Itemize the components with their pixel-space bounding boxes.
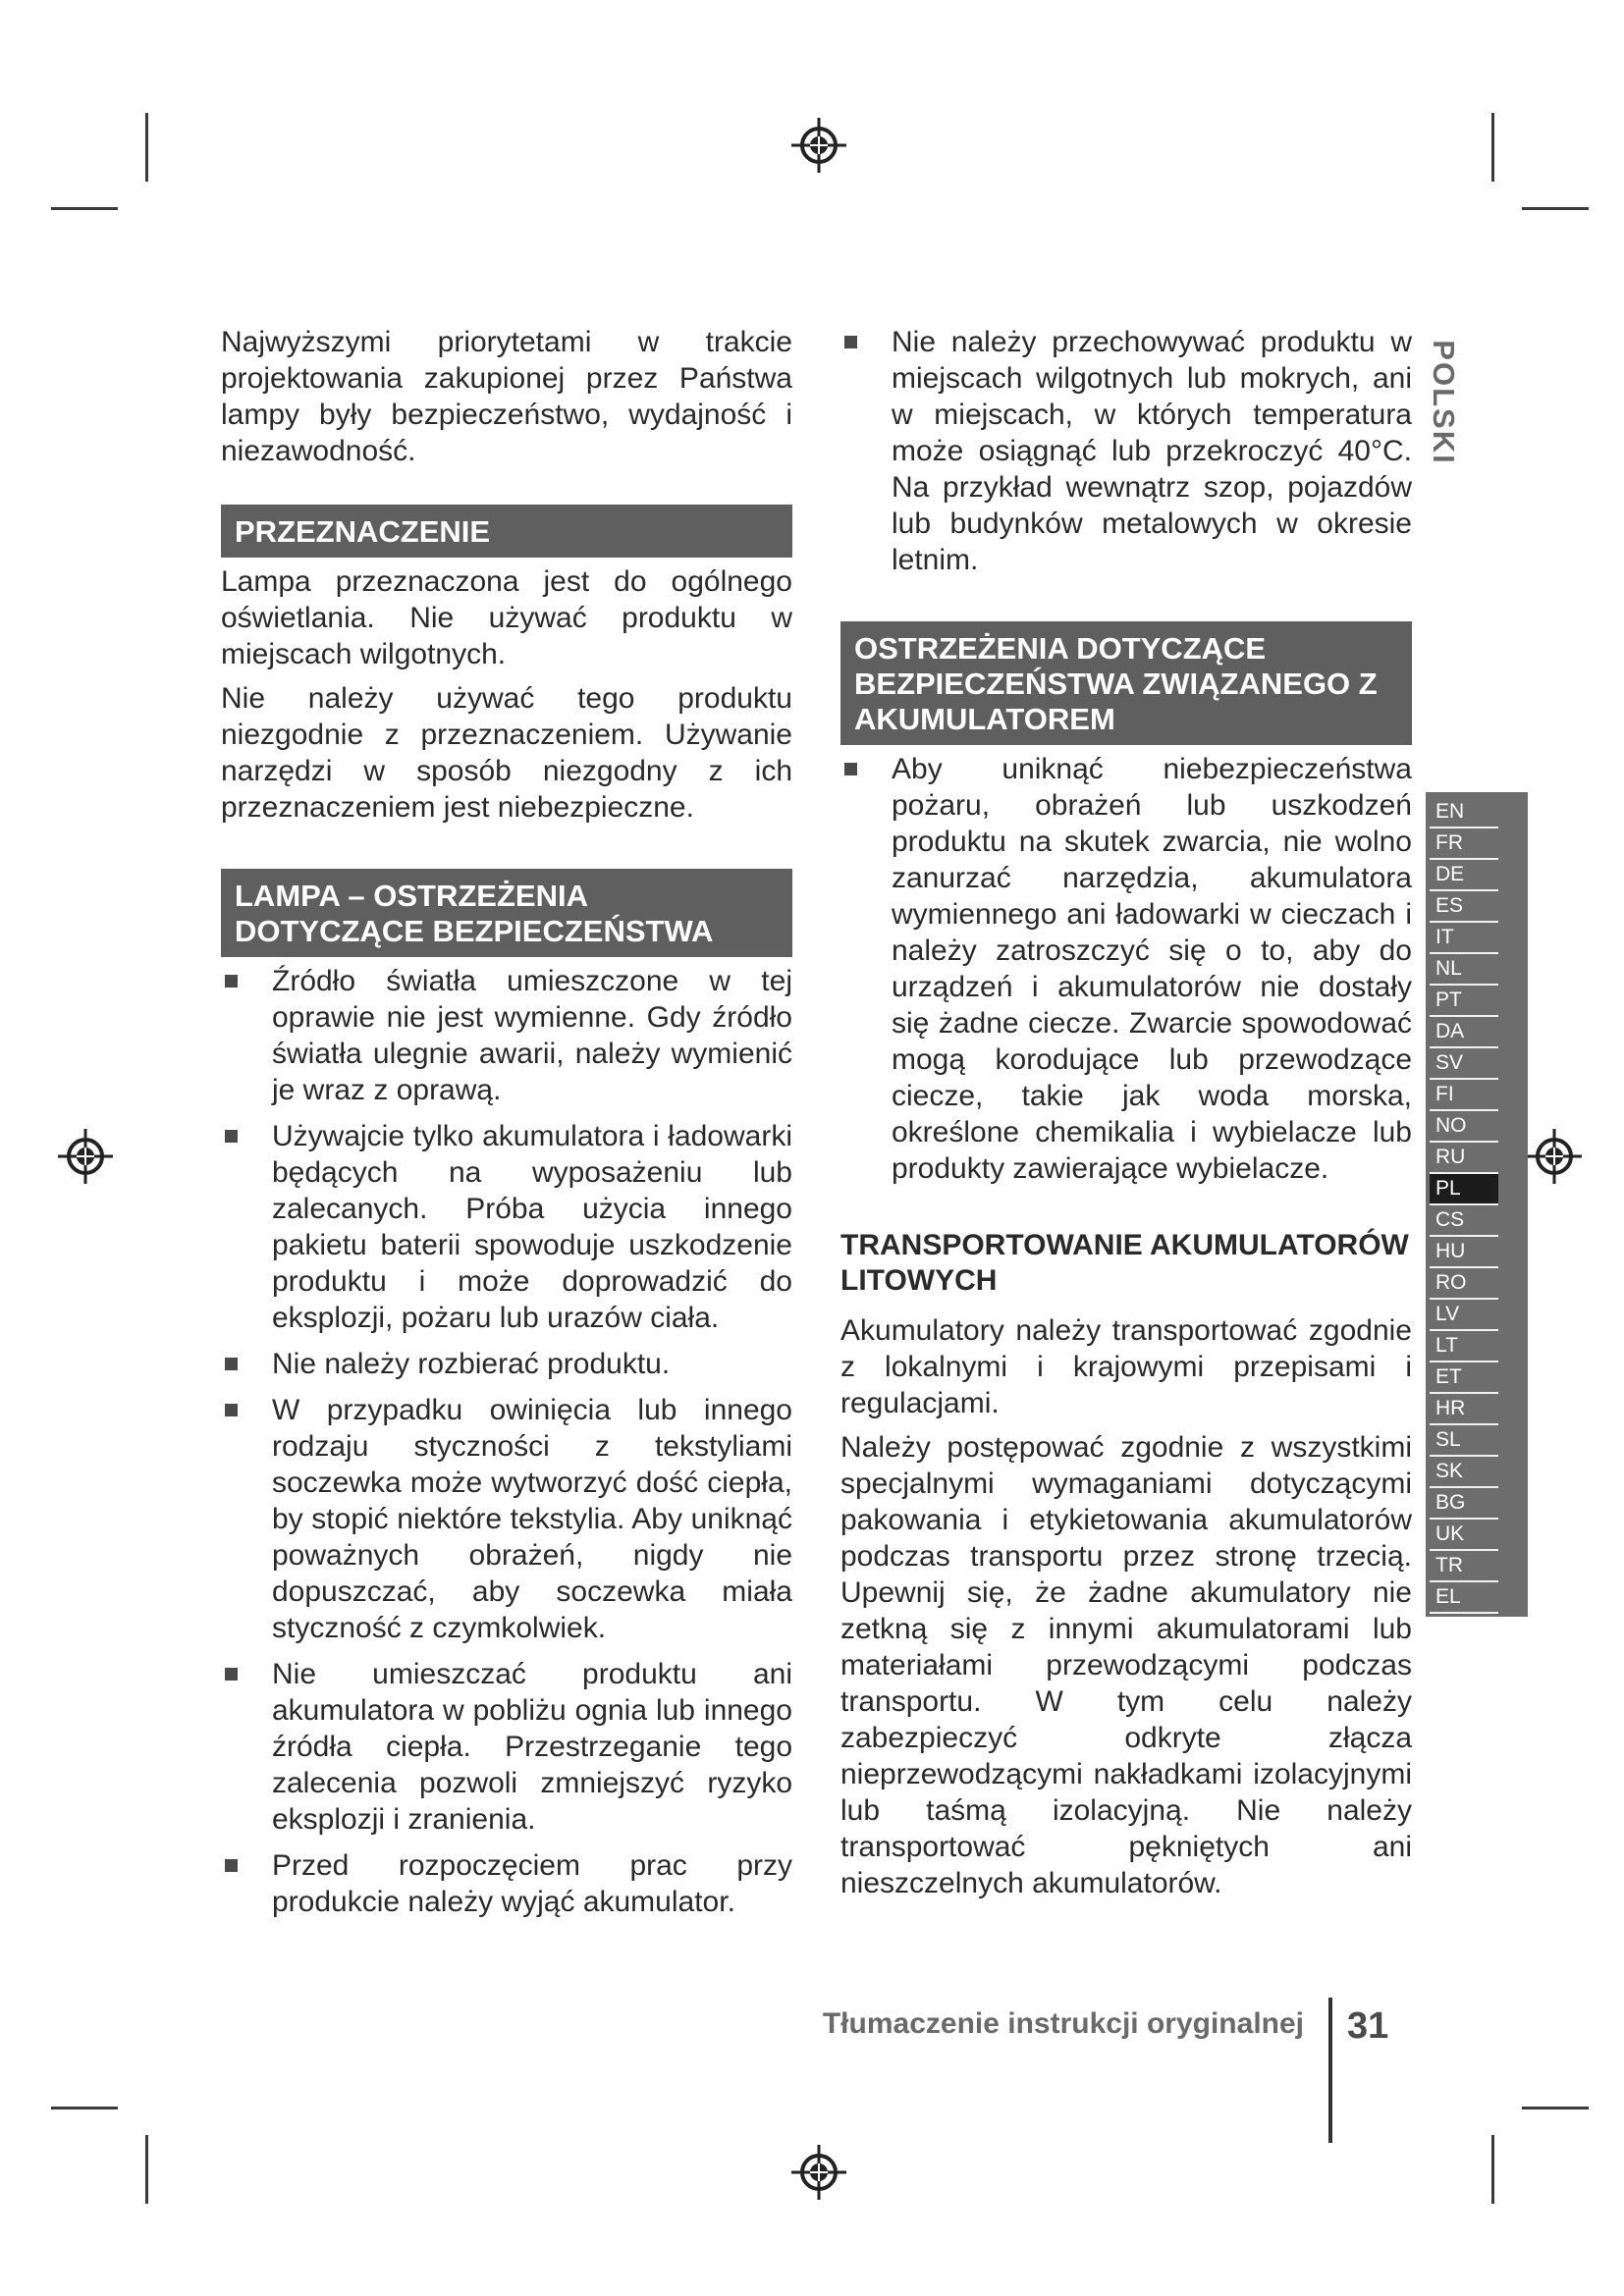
transport-heading: TRANSPORTOWANIE AKUMULATORÓW LITOWYCH [840,1229,1409,1297]
language-item-hr[interactable]: HR [1430,1394,1498,1425]
list-item [221,963,792,1108]
language-item-es[interactable]: ES [1430,891,1498,923]
footer-text: Tłumaczenie instrukcji oryginalnej [822,2007,1304,2040]
page-number: 31 [1347,2005,1389,2047]
language-item-cs[interactable]: CS [1430,1205,1498,1237]
lamp-warnings-list [221,963,792,1920]
language-item-en[interactable]: EN [1430,797,1498,828]
crop-mark [1491,113,1494,182]
list-item [840,324,1412,578]
language-item-sk[interactable]: SK [1430,1457,1498,1488]
language-item-et[interactable]: ET [1430,1362,1498,1394]
list-item-text: Nie należy przechowywać produktu w miejscach wilgotnych lub mokrych, ani w miejscach, w których temperatura może osiągnąć lub przekroczyć 40°C. Na przykład wewnątrz szop, pojazdów lub budynków metalowych w okresie letnim. [892,326,1412,576]
bullet-icon [225,1859,238,1872]
list-item-text: Aby uniknąć niebezpieczeństwa pożaru, obrażeń lub uszkodzeń produktu na skutek zwarcia, nie wolno zanurzać narzędzia, akumulatora wymiennego ani ładowarki w cieczach i należy zatroszczyć się o to, aby do urządzeń i akumulatorów nie dostały się żadne ciecze. Zwarcie spowodować mogą korodujące lub przewodzące ciecze, takie jak woda morska, określone chemikalia i wybielacze lub produkty zawierające wybielacze. [892,753,1412,1185]
list-item [221,1346,792,1382]
purpose-paragraph: Lampa przeznaczona jest do ogólnego oświetlania. Nie używać produktu w miejscach wilgotnych. [221,565,792,670]
language-item-ru[interactable]: RU [1430,1143,1498,1174]
language-item-uk[interactable]: UK [1430,1520,1498,1551]
crop-mark [1522,207,1589,210]
purpose-heading: PRZEZNACZENIE [221,505,792,558]
bullet-icon [225,1130,238,1143]
language-item-de[interactable]: DE [1430,860,1498,891]
language-item-it[interactable]: IT [1430,923,1498,954]
language-item-bg[interactable]: BG [1430,1488,1498,1520]
bullet-icon [225,1404,238,1416]
transport-paragraph: Akumulatory należy transportować zgodnie z lokalnymi i krajowymi przepisami i regulacjami. [840,1314,1412,1419]
crop-mark [1491,2135,1494,2204]
purpose-paragraph: Nie należy używać tego produktu niezgodnie z przeznaczeniem. Używanie narzędzi w sposób niezgodny z ich przeznaczeniem jest niebezpieczne. [221,682,792,824]
bullet-icon [225,1668,238,1681]
language-item-hu[interactable]: HU [1430,1237,1498,1268]
language-item-fr[interactable]: FR [1430,828,1498,860]
list-item-text: Przed rozpoczęciem prac przy produkcie należy wyjąć akumulator. [272,1849,792,1918]
language-item-pt[interactable]: PT [1430,986,1498,1017]
intro-paragraph: Najwyższymi priorytetami w trakcie projektowania zakupionej przez Państwa lampy były bezpieczeństwo, wydajność i niezawodność. [221,326,792,467]
language-item-sl[interactable]: SL [1430,1425,1498,1457]
language-item-nl[interactable]: NL [1430,954,1498,986]
language-item-lt[interactable]: LT [1430,1331,1498,1362]
language-item-ro[interactable]: RO [1430,1268,1498,1300]
list-item-text: Nie należy rozbierać produktu. [272,1348,671,1380]
list-item [221,1118,792,1336]
list-item-text: Nie umieszczać produktu ani akumulatora w pobliżu ognia lub innego źródła ciepła. Przestrzeganie tego zalecenia pozwoli zmniejszyć ryzyko eksplozji i zranienia. [272,1658,792,1836]
language-item-el[interactable]: EL [1430,1582,1498,1614]
lamp-warnings-heading: LAMPA – OSTRZEŻENIA DOTYCZĄCE BEZPIECZEŃSTWA [221,869,792,957]
crop-mark [1522,2107,1589,2109]
list-item-text: W przypadku owinięcia lub innego rodzaju styczności z tekstyliami soczewka może wytworzyć dość ciepła, by stopić niektóre tekstylia. Aby uniknąć poważnych obrażeń, nigdy nie dopuszczać, aby soczewka miała styczność z czymkolwiek. [272,1394,792,1644]
list-item [221,1392,792,1646]
registration-mark-icon [1525,1127,1584,1186]
list-item [840,751,1412,1187]
list-item [221,1656,792,1838]
language-index [1426,792,1528,1617]
battery-warnings-heading: OSTRZEŻENIA DOTYCZĄCE BEZPIECZEŃSTWA ZWIĄZANEGO Z AKUMULATOREM [840,621,1412,745]
registration-mark-icon [789,2143,848,2202]
bullet-icon [844,336,857,348]
crop-mark [51,207,118,210]
language-item-sv[interactable]: SV [1430,1048,1498,1080]
language-item-da[interactable]: DA [1430,1017,1498,1048]
language-item-pl[interactable]: PL [1430,1174,1498,1205]
right-column [840,324,1412,1909]
registration-mark-icon [56,1127,115,1186]
list-item [221,1847,792,1920]
language-item-tr[interactable]: TR [1430,1551,1498,1582]
storage-list [840,324,1412,578]
crop-mark [51,2107,118,2109]
footer-divider [1328,1998,1332,2143]
bullet-icon [844,763,857,775]
language-item-lv[interactable]: LV [1430,1300,1498,1331]
battery-warnings-list [840,751,1412,1187]
crop-mark [145,2135,148,2204]
transport-paragraph: Należy postępować zgodnie z wszystkimi specjalnymi wymaganiami dotyczącymi pakowania i etykietowania akumulatorów podczas transportu przez stronę trzecią. Upewnij się, że żadne akumulatory nie zetkną się z innymi akumulatorami lub materiałami przewodzącymi podczas transportu. W tym celu należy zabezpieczyć odkryte złącza nieprzewodzącymi nakładkami izolacyjnymi lub taśmą izolacyjną. Nie należy transportować pękniętych ani nieszczelnych akumulatorów. [840,1431,1412,1899]
list-item-text: Używajcie tylko akumulatora i ładowarki będących na wyposażeniu lub zalecanych. Próba użycia innego pakietu baterii spowoduje uszkodzenie produktu i może doprowadzić do eksplozji, pożaru lub urazów ciała. [272,1120,792,1334]
list-item-text: Źródło światła umieszczone w tej oprawie nie jest wymienne. Gdy źródło światła ulegnie awarii, należy wymienić je wraz z oprawą. [272,965,792,1106]
bullet-icon [225,1358,238,1370]
registration-mark-icon [789,116,848,175]
language-item-no[interactable]: NO [1430,1111,1498,1143]
language-side-tab-label: POLSKI [1427,340,1461,465]
language-side-tab [1419,334,1468,471]
bullet-icon [225,975,238,988]
crop-mark [145,113,148,182]
left-column [221,324,792,1930]
language-item-fi[interactable]: FI [1430,1080,1498,1111]
